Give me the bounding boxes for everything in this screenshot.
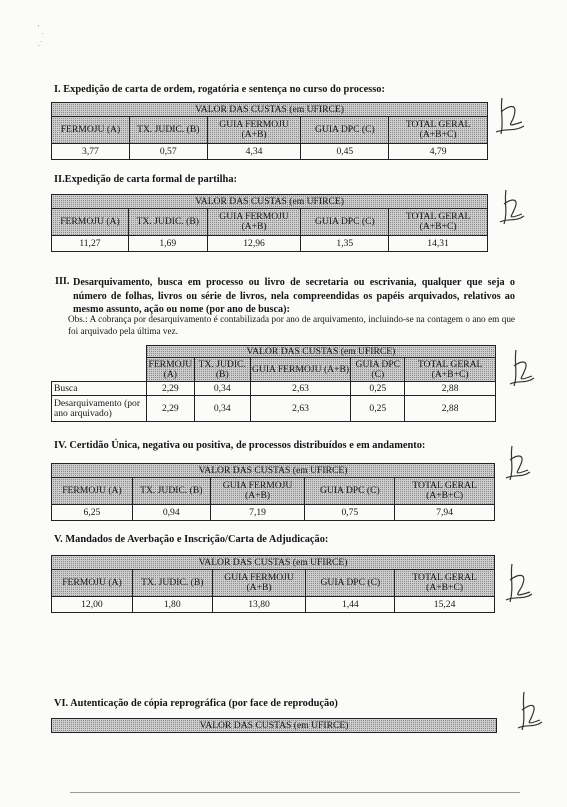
cell-guia-dpc: 0,45 [301, 144, 389, 160]
header-guia-fermoju: GUIA FERMOJU (A+B) [250, 358, 351, 382]
section-3-table [51, 345, 496, 422]
header-total: TOTAL GERAL (A+B+C) [389, 117, 488, 144]
cell-fermoju: 2,29 [146, 396, 194, 422]
section-5-title: V. Mandados de Averbação e Inscrição/Carta de Adjudicação: [54, 534, 329, 545]
header-total: TOTAL GERAL (A+B+C) [389, 209, 488, 236]
valor-header: VALOR DAS CUSTAS (em UFIRCE) [52, 195, 488, 209]
header-guia-fermoju: GUIA FERMOJU (A+B) [207, 209, 301, 236]
valor-header: VALOR DAS CUSTAS (em UFIRCE) [52, 719, 497, 733]
header-total: TOTAL GERAL (A+B+C) [405, 358, 496, 382]
cell-tx-judic: 1,69 [128, 236, 207, 252]
cell-guia-fermoju: 7,19 [210, 505, 305, 521]
cell-guia-dpc: 1,35 [301, 236, 389, 252]
cell-guia-dpc: 0,75 [305, 505, 395, 521]
header-fermoju: FERMOJU (A) [146, 358, 194, 382]
section-4-table [51, 463, 495, 521]
initials-signature [500, 442, 534, 486]
header-fermoju: FERMOJU (A) [52, 570, 133, 597]
blank-corner [52, 358, 147, 382]
initials-signature [494, 186, 528, 230]
cell-tx-judic: 0,57 [129, 144, 207, 160]
header-tx-judic: TX. JUDIC. (B) [194, 358, 250, 382]
cell-guia-fermoju: 2,63 [250, 382, 351, 396]
cell-tx-judic: 0,94 [132, 505, 210, 521]
initials-signature [504, 346, 538, 392]
header-tx-judic: TX. JUDIC. (B) [132, 478, 210, 505]
valor-header: VALOR DAS CUSTAS (em UFIRCE) [146, 346, 495, 358]
section-6-table [51, 718, 497, 733]
cell-fermoju: 2,29 [146, 382, 194, 396]
header-guia-dpc: GUIA DPC (C) [351, 358, 405, 382]
cell-tx-judic: 1,80 [132, 597, 212, 613]
cell-fermoju: 12,00 [52, 597, 133, 613]
header-total: TOTAL GERAL (A+B+C) [395, 478, 495, 505]
header-guia-fermoju: GUIA FERMOJU (A+B) [207, 117, 301, 144]
header-tx-judic: TX. JUDIC. (B) [132, 570, 212, 597]
cell-fermoju: 6,25 [52, 505, 133, 521]
section-2-title: II.Expedição de carta formal de partilha: [54, 174, 237, 185]
valor-header: VALOR DAS CUSTAS (em UFIRCE) [52, 103, 488, 117]
cell-total: 2,88 [405, 382, 496, 396]
section-3-text: Desarquivamento, busca em processo ou livro de secretaria ou escrivania, qualquer que seja o número de folhas, livros ou série de livros, nela compreendidas os papéis arquivados, relativos ao mesmo assunto, ação ou nome (por ano de busca): [73, 277, 515, 315]
cell-guia-fermoju: 13,80 [212, 597, 306, 613]
cell-tx-judic: 0,34 [194, 382, 250, 396]
valor-header: VALOR DAS CUSTAS (em UFIRCE) [52, 464, 495, 478]
valor-header: VALOR DAS CUSTAS (em UFIRCE) [52, 556, 495, 570]
header-tx-judic: TX. JUDIC. (B) [128, 209, 207, 236]
cell-fermoju: 11,27 [52, 236, 129, 252]
row-label-desarquivamento: Desarquivamento (por ano arquivado) [52, 396, 147, 422]
blank-corner [52, 346, 147, 358]
cell-total: 14,31 [389, 236, 488, 252]
header-fermoju: FERMOJU (A) [52, 117, 130, 144]
header-guia-dpc: GUIA DPC (C) [306, 570, 395, 597]
cell-fermoju: 3,77 [52, 144, 130, 160]
row-label-busca: Busca [52, 382, 147, 396]
header-guia-fermoju: GUIA FERMOJU (A+B) [210, 478, 305, 505]
section-4-title: IV. Certidão Única, negativa ou positiva, de processos distribuídos e em andamento: [54, 440, 426, 451]
initials-signature [512, 688, 546, 736]
cell-guia-fermoju: 12,96 [207, 236, 301, 252]
page-bottom-rule [70, 792, 520, 793]
cell-guia-fermoju: 4,34 [207, 144, 301, 160]
header-guia-dpc: GUIA DPC (C) [301, 117, 389, 144]
header-total: TOTAL GERAL (A+B+C) [395, 570, 495, 597]
cell-guia-dpc: 0,25 [351, 382, 405, 396]
cell-total: 2,88 [405, 396, 496, 422]
section-3-number: III. [55, 276, 70, 287]
header-guia-dpc: GUIA DPC (C) [301, 209, 389, 236]
cell-guia-dpc: 1,44 [306, 597, 395, 613]
section-6-title: VI. Autenticação de cópia reprográfica (por face de reprodução) [54, 698, 338, 709]
section-3-obs: Obs.: A cobrança por desarquivamento é contabilizada por ano de arquivamento, incluindo-se na contagem o ano em que foi arquivado pela última vez. [68, 314, 515, 336]
header-guia-fermoju: GUIA FERMOJU (A+B) [212, 570, 306, 597]
header-fermoju: FERMOJU (A) [52, 209, 129, 236]
cell-total: 7,94 [395, 505, 495, 521]
cell-tx-judic: 0,34 [194, 396, 250, 422]
header-fermoju: FERMOJU (A) [52, 478, 133, 505]
initials-signature [492, 92, 528, 140]
header-guia-dpc: GUIA DPC (C) [305, 478, 395, 505]
cell-guia-dpc: 0,25 [351, 396, 405, 422]
section-1-table [51, 102, 488, 160]
cell-guia-fermoju: 2,63 [250, 396, 351, 422]
section-5-table [51, 555, 495, 613]
scan-specks: ' ˙ .˙ [38, 24, 44, 48]
cell-total: 4,79 [389, 144, 488, 160]
header-tx-judic: TX. JUDIC. (B) [129, 117, 207, 144]
cell-total: 15,24 [395, 597, 495, 613]
section-1-title: I. Expedição de carta de ordem, rogatória e sentença no curso do processo: [54, 84, 385, 95]
initials-signature [500, 560, 536, 608]
section-2-table [51, 194, 488, 252]
